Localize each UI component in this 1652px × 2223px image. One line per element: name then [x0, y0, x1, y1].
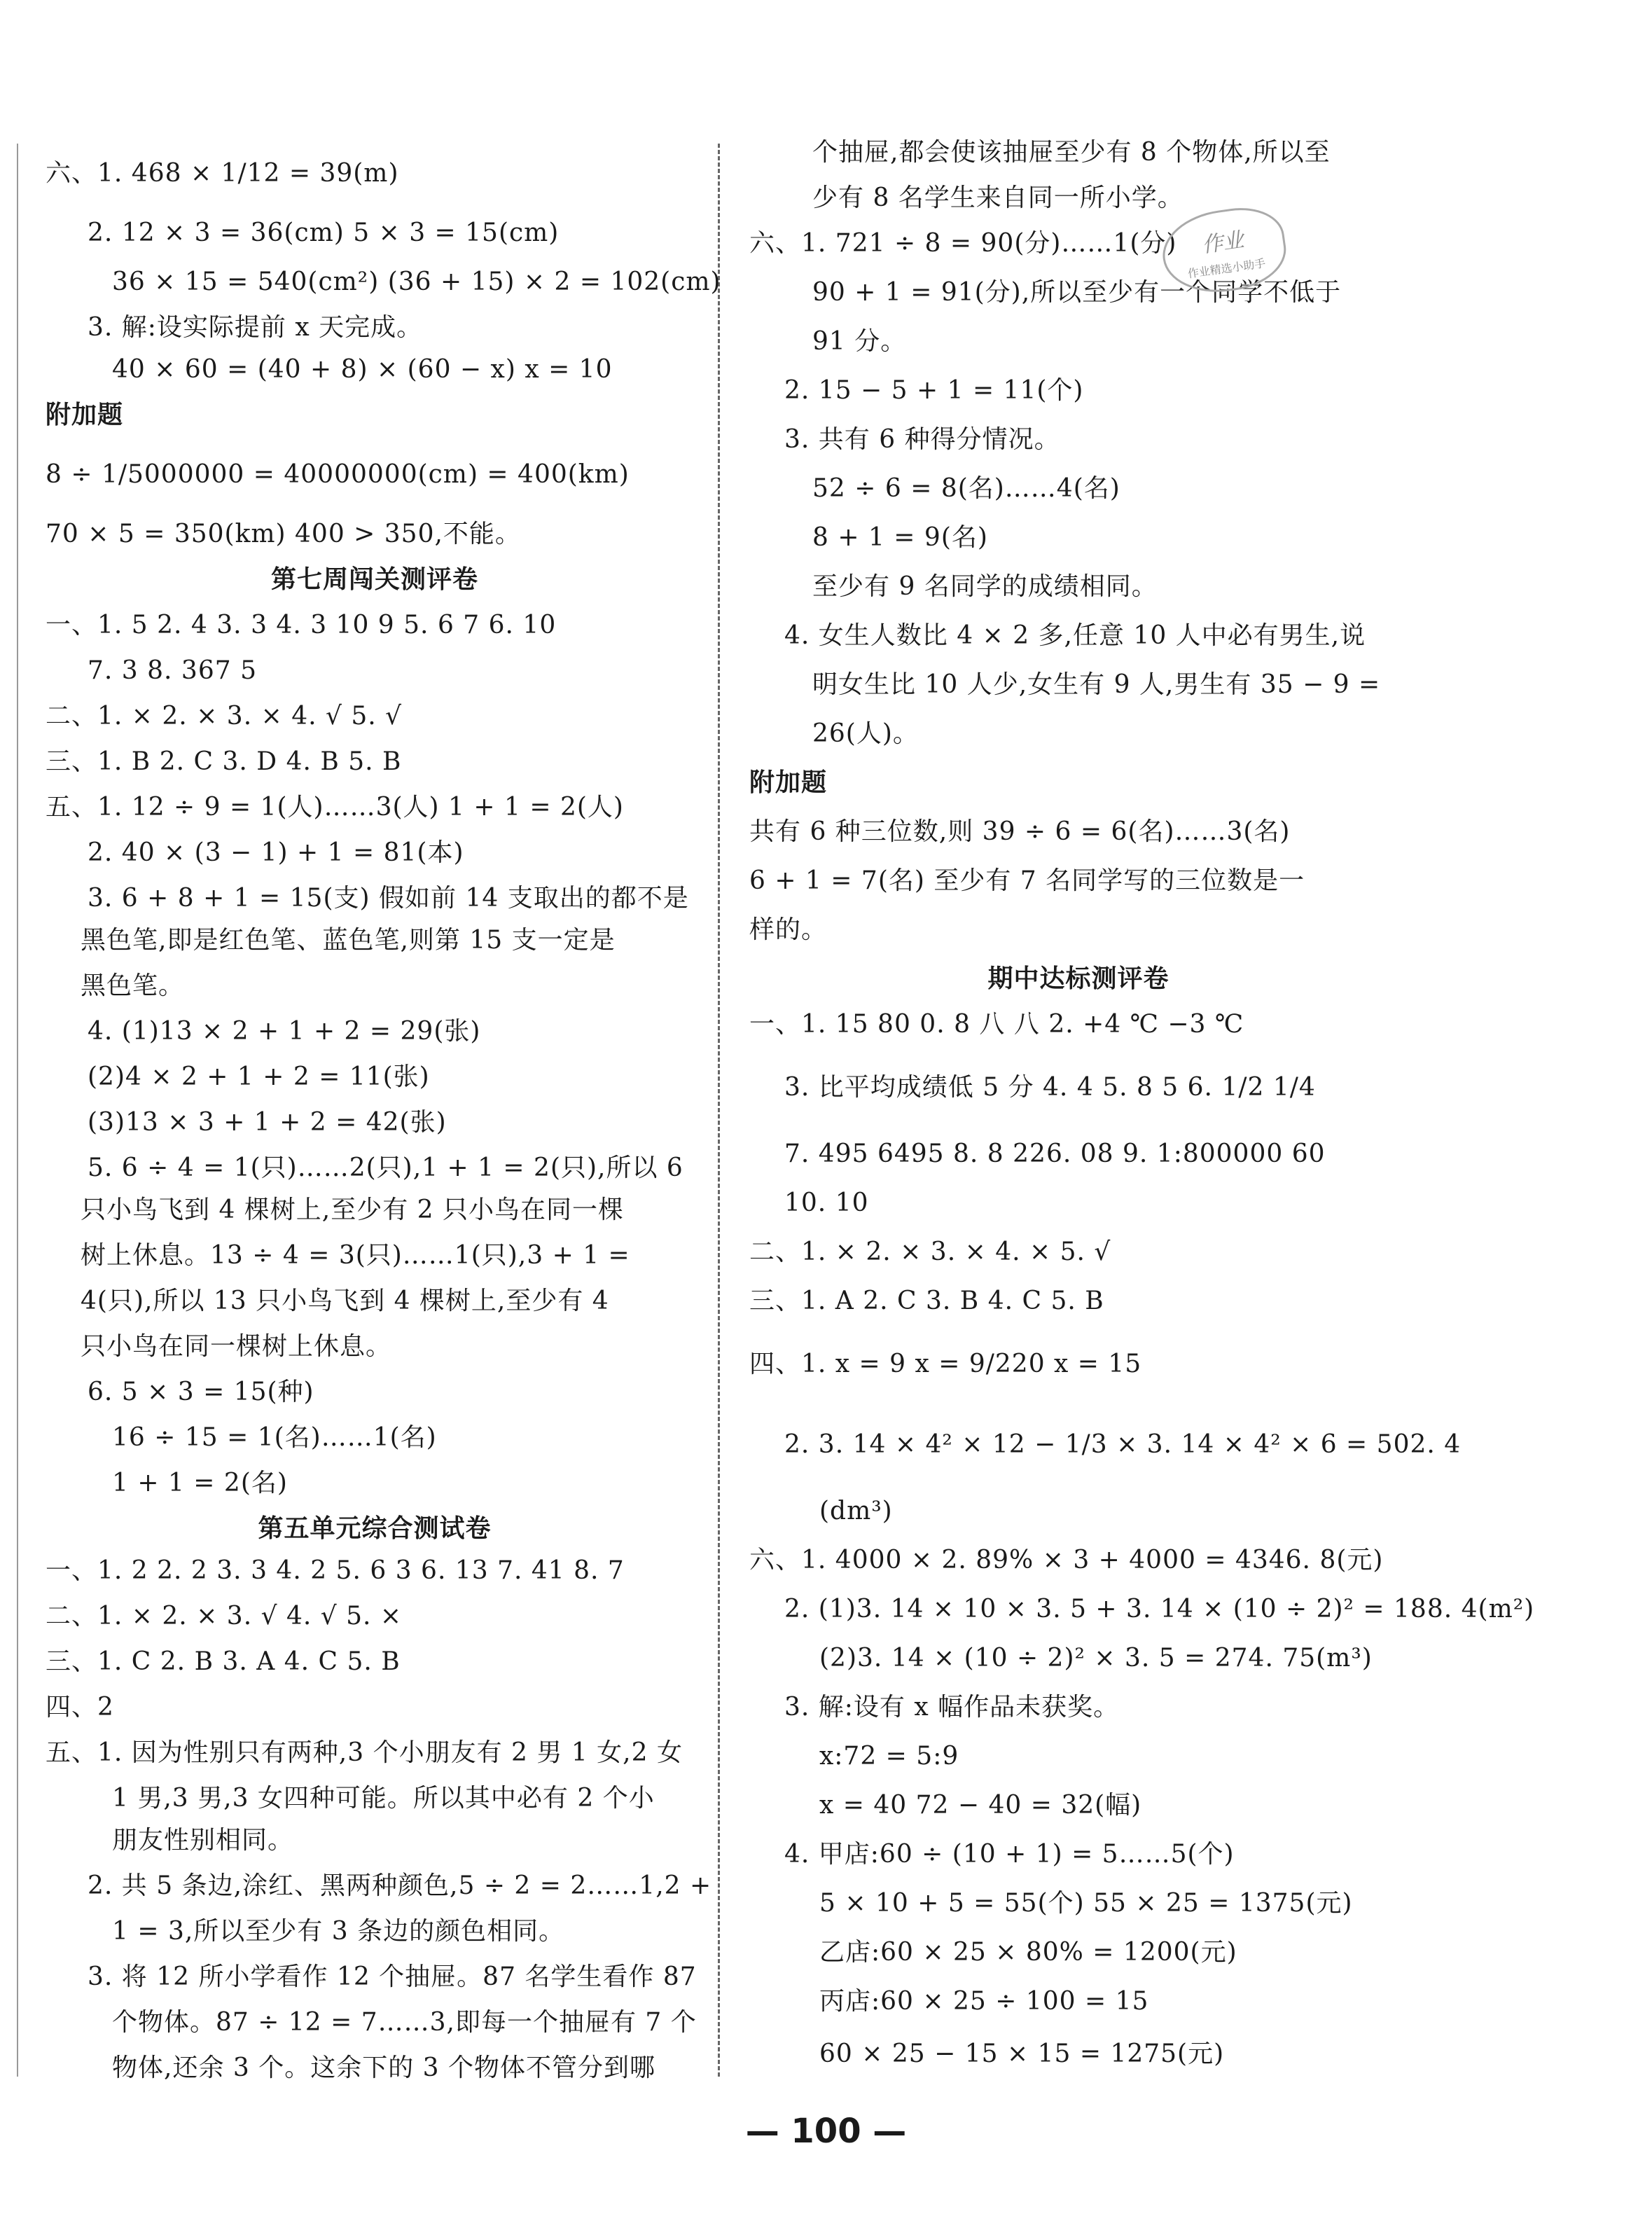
answer-line: 3. 6 + 8 + 1 = 15(支) 假如前 14 支取出的都不是 [88, 884, 689, 913]
answer-line: 物体,还余 3 个。这余下的 3 个物体不管分到哪 [112, 2054, 656, 2082]
answer-line: 黑色笔,即是红色笔、蓝色笔,则第 15 支一定是 [81, 926, 616, 955]
answer-line: 1 + 1 = 2(名) [112, 1469, 288, 1497]
section-heading: 附加题 [46, 401, 124, 429]
answer-line: 7. 3 8. 367 5 [88, 656, 257, 685]
answer-line: 只小鸟在同一棵树上休息。 [81, 1332, 392, 1361]
answer-line: 8 + 1 = 9(名) [812, 523, 988, 552]
answer-line: 一、1. 15 80 0. 8 八 八 2. +4 ℃ −3 ℃ [749, 1010, 1244, 1039]
stamp-top-text: 作业 [1200, 228, 1246, 258]
answer-line: 5. 6 ÷ 4 = 1(只)……2(只),1 + 1 = 2(只),所以 6 [88, 1154, 683, 1182]
answer-line: 一、1. 5 2. 4 3. 3 4. 3 10 9 5. 6 7 6. 10 [46, 611, 557, 639]
section-title: 第五单元综合测试卷 [258, 1514, 492, 1543]
answer-line: 70 × 5 = 350(km) 400 > 350,不能。 [46, 520, 521, 548]
answer-line: 六、1. 721 ÷ 8 = 90(分)……1(分) [749, 229, 1177, 258]
answer-line: (2)4 × 2 + 1 + 2 = 11(张) [88, 1062, 430, 1091]
answer-line: 4(只),所以 13 只小鸟飞到 4 棵树上,至少有 4 [81, 1287, 609, 1315]
answer-line: 二、1. × 2. × 3. √ 4. √ 5. × [46, 1602, 403, 1630]
answer-line: (2)3. 14 × (10 ÷ 2)² × 3. 5 = 274. 75(m³) [819, 1644, 1373, 1673]
answer-line: 2. 12 × 3 = 36(cm) 5 × 3 = 15(cm) [88, 219, 560, 247]
answer-line: 7. 495 6495 8. 8 226. 08 9. 1:800000 60 [784, 1140, 1326, 1168]
left-margin-line [17, 144, 18, 2077]
column-divider [718, 144, 720, 2077]
answer-line: 40 × 60 = (40 + 8) × (60 − x) x = 10 [112, 355, 613, 384]
answer-line: 8 ÷ 1/5000000 = 40000000(cm) = 400(km) [46, 460, 630, 489]
answer-line: 6 + 1 = 7(名) 至少有 7 名同学写的三位数是一 [749, 866, 1305, 895]
answer-line: 26(人)。 [812, 719, 919, 748]
answer-line: 2. 共 5 条边,涂红、黑两种颜色,5 ÷ 2 = 2……1,2 + [88, 1871, 712, 1900]
answer-line: x = 40 72 − 40 = 32(幅) [819, 1791, 1142, 1820]
answer-line: 2. (1)3. 14 × 10 × 3. 5 + 3. 14 × (10 ÷ 2)² = 188. 4(m²) [784, 1595, 1535, 1623]
answer-line: 只小鸟飞到 4 棵树上,至少有 2 只小鸟在同一棵 [81, 1196, 625, 1224]
answer-line: 六、1. 4000 × 2. 89% × 3 + 4000 = 4346. 8(元) [749, 1546, 1384, 1574]
answer-line: 36 × 15 = 540(cm²) (36 + 15) × 2 = 102(cm) [112, 268, 721, 296]
answer-line: (3)13 × 3 + 1 + 2 = 42(张) [88, 1108, 447, 1137]
answer-line: 共有 6 种三位数,则 39 ÷ 6 = 6(名)……3(名) [749, 817, 1291, 846]
answer-line: 2. 15 − 5 + 1 = 11(个) [784, 376, 1084, 405]
answer-line: 个抽屉,都会使该抽屉至少有 8 个物体,所以至 [812, 138, 1331, 167]
answer-line: 3. 将 12 所小学看作 12 个抽屉。87 名学生看作 87 [88, 1962, 697, 1991]
answer-line: 六、1. 468 × 1/12 = 39(m) [46, 159, 399, 188]
answer-line: 6. 5 × 3 = 15(种) [88, 1378, 314, 1406]
answer-line: 1 男,3 男,3 女四种可能。所以其中必有 2 个小 [112, 1784, 655, 1813]
answer-line: 2. 40 × (3 − 1) + 1 = 81(本) [88, 838, 464, 867]
answer-line: 16 ÷ 15 = 1(名)……1(名) [112, 1423, 437, 1452]
answer-line: 90 + 1 = 91(分),所以至少有一个同学不低于 [812, 278, 1342, 307]
answer-line: 样的。 [749, 915, 828, 944]
answer-line: 3. 共有 6 种得分情况。 [784, 425, 1060, 454]
answer-line: 1 = 3,所以至少有 3 条边的颜色相同。 [112, 1917, 565, 1946]
answer-line: 10. 10 [784, 1189, 869, 1217]
answer-line: 至少有 9 名同学的成绩相同。 [812, 572, 1158, 601]
answer-line: 4. 甲店:60 ÷ (10 + 1) = 5……5(个) [784, 1840, 1235, 1869]
answer-line: x:72 = 5:9 [819, 1742, 959, 1771]
answer-line: 乙店:60 × 25 × 80% = 1200(元) [819, 1938, 1237, 1967]
answer-line: 五、1. 因为性别只有两种,3 个小朋友有 2 男 1 女,2 女 [46, 1738, 683, 1767]
answer-line: 三、1. A 2. C 3. B 4. C 5. B [749, 1287, 1104, 1315]
answer-line: 个物体。87 ÷ 12 = 7……3,即每一个抽屉有 7 个 [112, 2008, 697, 2037]
answer-line: 丙店:60 × 25 ÷ 100 = 15 [819, 1987, 1149, 2016]
stamp-bottom-text: 作业精选小助手 [1186, 256, 1267, 281]
answer-line: 三、1. B 2. C 3. D 4. B 5. B [46, 747, 402, 776]
answer-line: 3. 比平均成绩低 5 分 4. 4 5. 8 5 6. 1/2 1/4 [784, 1073, 1316, 1102]
answer-line: 四、2 [46, 1693, 114, 1722]
section-title: 期中达标测评卷 [987, 964, 1169, 993]
answer-line: 三、1. C 2. B 3. A 4. C 5. B [46, 1647, 401, 1676]
answer-line: 五、1. 12 ÷ 9 = 1(人)……3(人) 1 + 1 = 2(人) [46, 793, 624, 822]
answer-line: 4. 女生人数比 4 × 2 多,任意 10 人中必有男生,说 [784, 621, 1366, 650]
answer-line: 5 × 10 + 5 = 55(个) 55 × 25 = 1375(元) [819, 1889, 1353, 1918]
answer-line: 四、1. x = 9 x = 9/220 x = 15 [749, 1350, 1142, 1378]
answer-line: 少有 8 名学生来自同一所小学。 [812, 183, 1184, 212]
answer-line: 二、1. × 2. × 3. × 4. × 5. √ [749, 1238, 1111, 1266]
answer-line: 91 分。 [812, 327, 907, 356]
answer-line: 3. 解:设有 x 幅作品未获奖。 [784, 1693, 1120, 1722]
section-heading: 附加题 [749, 768, 828, 797]
section-title: 第七周闯关测评卷 [270, 565, 478, 594]
answer-line: 2. 3. 14 × 4² × 12 − 1/3 × 3. 14 × 4² × 6 = 502. 4 [784, 1430, 1462, 1459]
answer-line: 3. 解:设实际提前 x 天完成。 [88, 313, 423, 342]
answer-line: 一、1. 2 2. 2 3. 3 4. 2 5. 6 3 6. 13 7. 41 8. 7 [46, 1556, 625, 1585]
answer-line: 朋友性别相同。 [112, 1826, 294, 1855]
answer-line: 二、1. × 2. × 3. × 4. √ 5. √ [46, 702, 403, 730]
answer-line: 树上休息。13 ÷ 4 = 3(只)……1(只),3 + 1 = [81, 1241, 630, 1270]
answer-line: (dm³) [819, 1497, 893, 1525]
answer-line: 60 × 25 − 15 × 15 = 1275(元) [819, 2040, 1225, 2068]
page-number: — 100 — [745, 2112, 907, 2151]
answer-line: 52 ÷ 6 = 8(名)……4(名) [812, 474, 1120, 503]
answer-line: 黑色笔。 [81, 971, 185, 1000]
answer-line: 4. (1)13 × 2 + 1 + 2 = 29(张) [88, 1017, 481, 1046]
answer-line: 明女生比 10 人少,女生有 9 人,男生有 35 − 9 = [812, 670, 1381, 699]
